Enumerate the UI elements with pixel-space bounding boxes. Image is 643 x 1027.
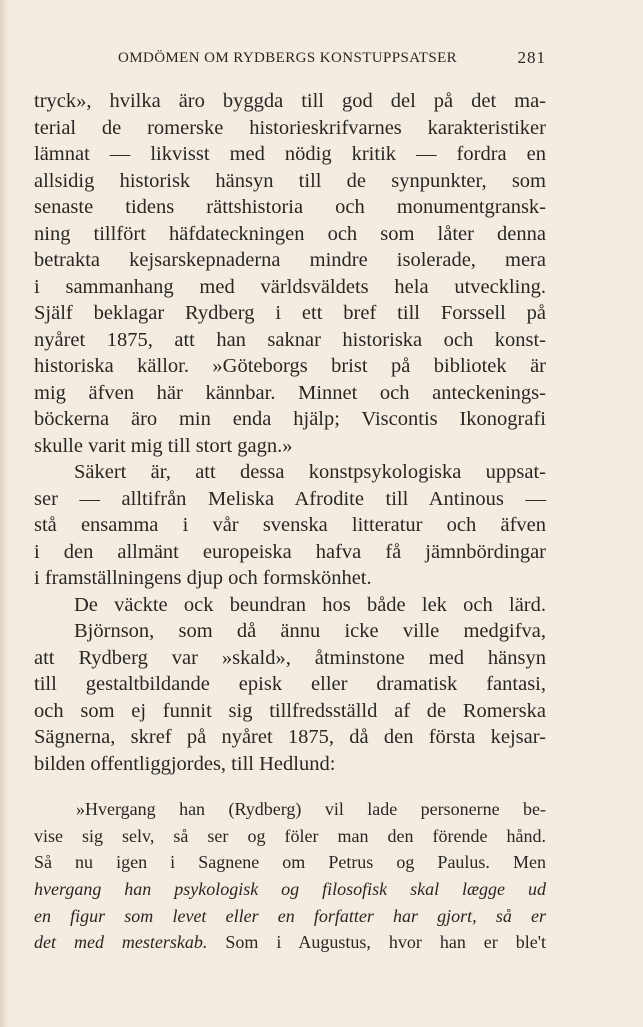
text-line: att Rydberg var »skald», åtminstone med hänsyn (34, 646, 546, 669)
text-line: Sägnerna, skref på nyåret 1875, då den första kejsar- (34, 726, 546, 748)
text-line: böckerna äro min enda hjälp; Viscontis Ikonografi (34, 408, 546, 430)
running-head: OMDÖMEN OM RYDBERGS KONSTUPPSATSER (118, 50, 458, 66)
text-line: skulle varit mig till stort gagn.» (34, 434, 293, 457)
quote-italic-fragment: det med mesterskab. (34, 932, 208, 953)
text-line: allsidig historisk hänsyn till de synpunkter, som (34, 169, 546, 192)
text-line: historiska källor. »Göteborgs brist på bibliotek är (34, 355, 546, 377)
text-line: ning tillfört häfdateckningen och som låter denna (34, 222, 546, 245)
text-line: bilden offentliggjordes, till Hedlund: (34, 752, 336, 775)
text-line: terial de romerske historieskrifvarnes karakteristiker (34, 116, 546, 139)
text-line: ser — alltifrån Meliska Afrodite till Antinous — (34, 487, 546, 510)
text-line: mig äfven här kännbar. Minnet och anteckenings- (34, 381, 546, 404)
quote-line: Så nu igen i Sagnene om Petrus og Paulus. Men (34, 852, 546, 873)
quote-line: vise sig selv, så ser og föler man den förende hånd. (34, 825, 546, 846)
quote-fragment: Som i Augustus, hvor han er ble't (207, 932, 546, 953)
quote-line-italic: en figur som levet eller en forfatter har gjort, så er (34, 905, 546, 926)
text-line: betrakta kejsarskepnaderna mindre isolerade, mera (34, 249, 546, 271)
text-line: Själf beklagar Rydberg i ett bref till Forssell på (34, 302, 546, 324)
text-line: nyåret 1875, att han saknar historiska och konst- (34, 328, 546, 351)
body-text (34, 88, 546, 777)
text-line: och som ej funnit sig tillfredsställd af de Romerska (34, 699, 546, 722)
page-number: 281 (517, 48, 546, 67)
quote-line-italic: hvergang han psykologisk og filosofisk skal lægge ud (34, 879, 546, 900)
block-quote (34, 796, 546, 956)
text-line: i den allmänt europeiska hafva få jämnbördingar (34, 540, 546, 563)
text-line: stå ensamma i vår svenska litteratur och äfven (34, 514, 546, 536)
text-line: lämnat — likvisst med nödig kritik — fordra en (34, 143, 546, 165)
text-line: Säkert är, att dessa konstpsykologiska uppsat- (74, 461, 546, 483)
text-line: i framställningens djup och formskönhet. (34, 567, 372, 589)
text-line: Björnson, som då ännu icke ville medgifva, (74, 620, 546, 642)
text-line: tryck», hvilka äro byggda till god del på det ma- (34, 90, 546, 112)
text-line: De väckte ock beundran hos både lek och lärd. (74, 593, 546, 616)
text-line: i sammanhang med världsväldets hela utveckling. (34, 275, 546, 298)
page-header (118, 48, 546, 70)
quote-line: »Hvergang han (Rydberg) vil lade personerne be- (76, 799, 546, 819)
quote-line (34, 929, 546, 956)
text-line: till gestaltbildande episk eller dramatisk fantasi, (34, 673, 546, 695)
text-line: senaste tidens rättshistoria och monumentgransk- (34, 196, 546, 218)
page-edge (0, 0, 8, 1027)
